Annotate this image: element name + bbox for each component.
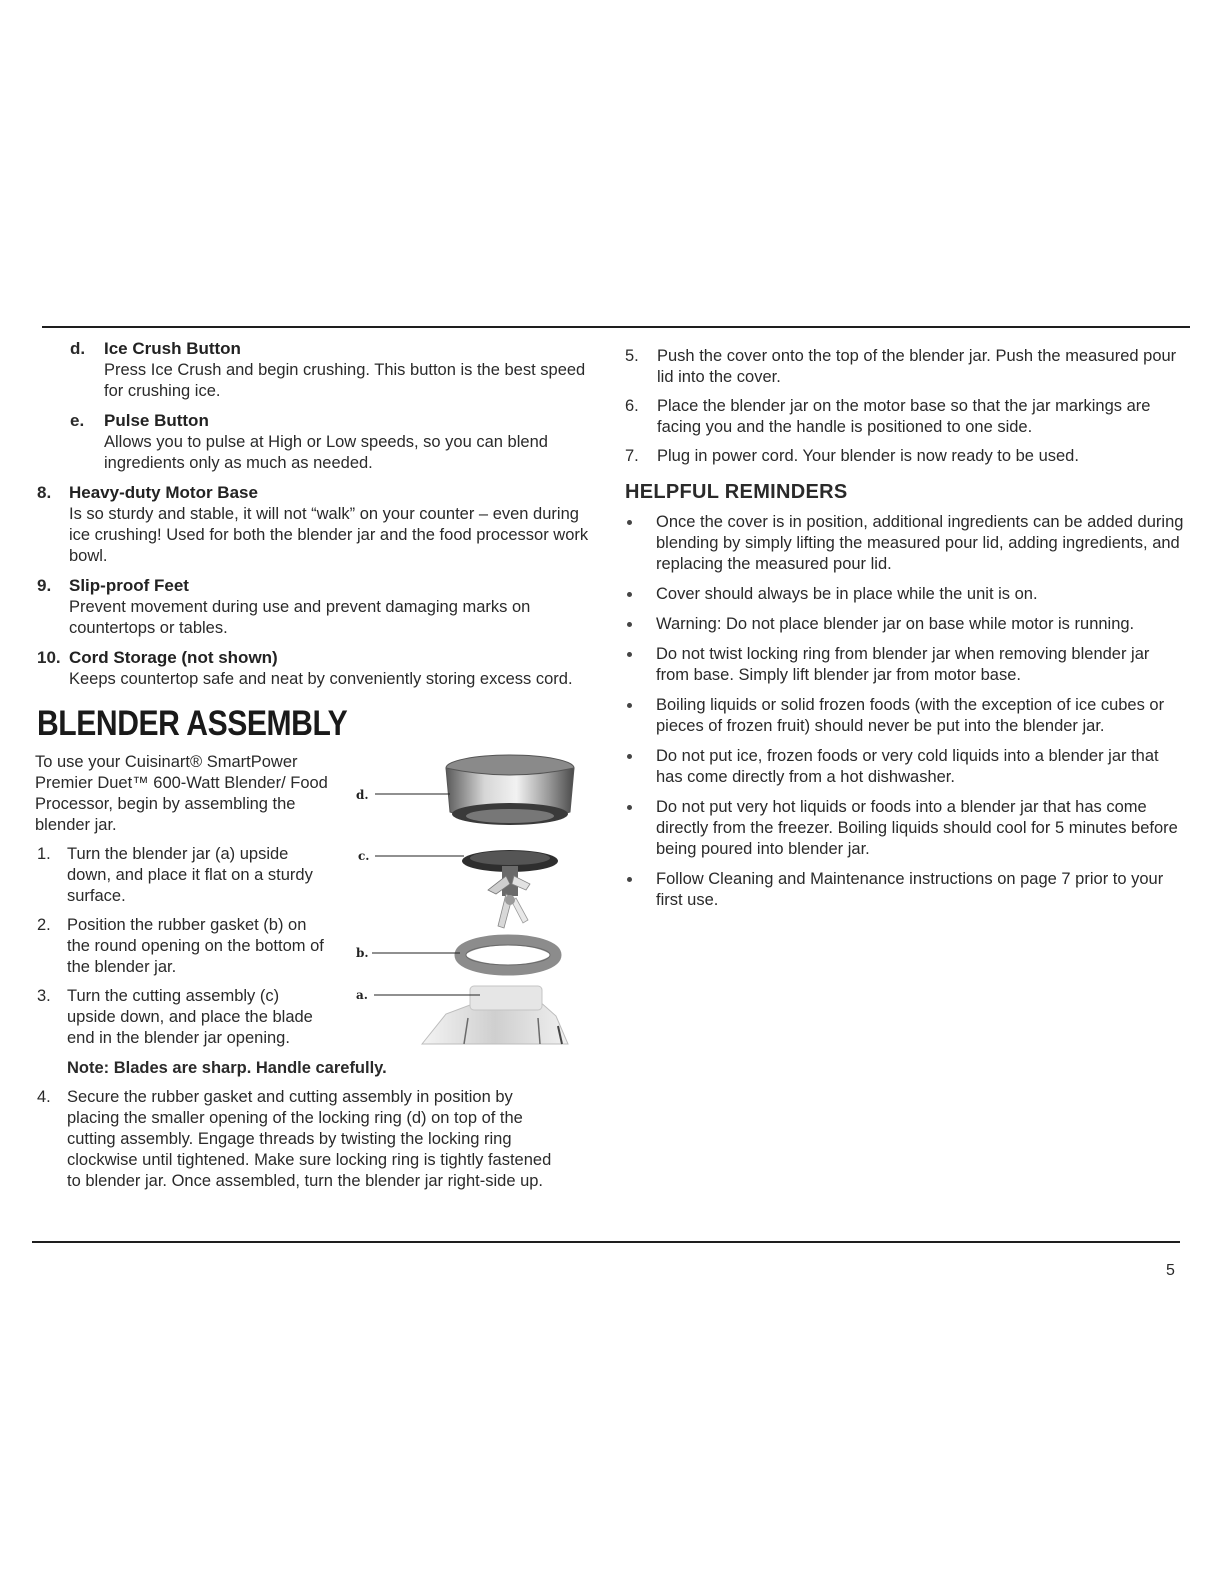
feature-feet: [37, 575, 589, 639]
reminder-item: [625, 869, 1185, 911]
label-a: a.: [356, 988, 368, 1002]
right-column: [625, 346, 1185, 920]
sub-item-text: Allows you to pulse at High or Low speeds, so you can blend ingredients only as much as needed.: [104, 433, 548, 472]
feature-number: 10.: [37, 648, 61, 667]
feature-text: Is so sturdy and stable, it will not “walk” on your counter – even during ice crushing! Used for both the blender jar and the food processor work bowl.: [69, 505, 589, 565]
step-number: 1.: [37, 845, 51, 863]
reminder-text: Once the cover is in position, additional ingredients can be added during blending by simply lifting the measured pour lid, adding ingredients, and replacing the measured pour lid.: [656, 513, 1184, 573]
sub-item-pulse: [70, 410, 589, 474]
label-b: b.: [356, 946, 369, 960]
step-number: 3.: [37, 987, 51, 1005]
feature-motor-base: [37, 482, 589, 567]
rubber-gasket-illustration: [460, 940, 556, 970]
step-number: 2.: [37, 916, 51, 934]
assembly-intro: To use your Cuisinart® SmartPower Premier Duet™ 600-Watt Blender/ Food Processor, begin by assembling the blender jar.: [35, 753, 328, 834]
feature-text: Prevent movement during use and prevent damaging marks on countertops or tables.: [69, 598, 531, 637]
top-rule: [42, 326, 1190, 328]
reminder-item: [625, 695, 1185, 737]
reminders-list: [625, 512, 1185, 911]
step-text: Push the cover onto the top of the blender jar. Push the measured pour lid into the cover.: [657, 347, 1177, 386]
assembly-step: [625, 396, 1185, 438]
step-text: Turn the cutting assembly (c) upside down, and place the blade end in the blender jar opening.: [67, 987, 313, 1047]
sub-item-list: [70, 338, 589, 474]
step-number: 7.: [625, 447, 639, 465]
sub-item-title: Pulse Button: [104, 411, 209, 430]
step-number: 6.: [625, 397, 639, 415]
label-c: c.: [358, 849, 370, 863]
page-number: 5: [1166, 1262, 1175, 1279]
sub-item-letter: e.: [70, 411, 85, 430]
reminder-item: [625, 512, 1185, 575]
bullet-icon: [627, 703, 632, 708]
sub-item-title: Ice Crush Button: [104, 339, 241, 358]
reminder-item: [625, 644, 1185, 686]
feature-cord-storage: [37, 647, 589, 690]
locking-ring-illustration: [446, 755, 574, 825]
reminder-item: [625, 746, 1185, 788]
feature-text: Keeps countertop safe and neat by conveniently storing excess cord.: [69, 670, 573, 688]
label-d: d.: [356, 788, 369, 802]
bullet-icon: [627, 754, 632, 759]
reminder-text: Do not twist locking ring from blender jar when removing blender jar from base. Simply lift blender jar from motor base.: [656, 645, 1150, 684]
assembly-step: [625, 446, 1185, 467]
assembly-step: [37, 844, 327, 907]
assembly-step-4: [37, 1087, 567, 1192]
feature-number: 8.: [37, 483, 52, 502]
assembly-step: [37, 915, 327, 978]
reminder-text: Do not put very hot liquids or foods into a blender jar that has come directly from the freezer. Boiling liquids should cool for 5 minutes before being poured into blender jar.: [656, 798, 1178, 858]
reminder-text: Boiling liquids or solid frozen foods (with the exception of ice cubes or pieces of frozen fruit) should never be put into the blender jar.: [656, 696, 1165, 735]
bullet-icon: [627, 877, 632, 882]
helpful-reminders-heading: HELPFUL REMINDERS: [625, 481, 848, 503]
blender-assembly-diagram: [350, 748, 590, 1046]
feature-title: Cord Storage (not shown): [69, 648, 278, 667]
sub-item-ice-crush: [70, 338, 589, 402]
step-number: 4.: [37, 1088, 51, 1106]
step-text: Turn the blender jar (a) upside down, and place it flat on a sturdy surface.: [67, 845, 313, 905]
reminder-text: Follow Cleaning and Maintenance instructions on page 7 prior to your first use.: [656, 870, 1164, 909]
step-number: 5.: [625, 347, 639, 365]
reminder-text: Warning: Do not place blender jar on base while motor is running.: [656, 615, 1135, 633]
sub-item-text: Press Ice Crush and begin crushing. This button is the best speed for crushing ice.: [104, 361, 586, 400]
assembly-step: [37, 986, 327, 1049]
assembly-steps-continued: [625, 346, 1185, 467]
feature-title: Heavy-duty Motor Base: [69, 483, 258, 502]
feature-title: Slip-proof Feet: [69, 576, 189, 595]
assembly-steps: [37, 844, 327, 1049]
assembly-step: [625, 346, 1185, 388]
blender-assembly-heading: BLENDER ASSEMBLY: [37, 704, 348, 743]
feature-number: 9.: [37, 576, 52, 595]
safety-note: Note: Blades are sharp. Handle carefully.: [67, 1059, 387, 1077]
sub-item-letter: d.: [70, 339, 86, 358]
reminder-item: [625, 584, 1185, 605]
reminder-text: Cover should always be in place while the unit is on.: [656, 585, 1038, 603]
bullet-icon: [627, 652, 632, 657]
bottom-rule: [32, 1241, 1180, 1243]
bullet-icon: [627, 805, 632, 810]
cutting-assembly-illustration: [462, 850, 558, 928]
step-text: Secure the rubber gasket and cutting assembly in position by placing the smaller opening of the locking ring (d) on top of the cutting assembly. Engage threads by twisting the locking ring clockwise until tightened. Make sure locking ring is tightly fastened to blender jar. Once assembled, turn the blender jar right-side up.: [67, 1088, 552, 1190]
reminder-text: Do not put ice, frozen foods or very cold liquids into a blender jar that has come directly from a hot dishwasher.: [656, 747, 1159, 786]
bullet-icon: [627, 622, 632, 627]
step-text: Place the blender jar on the motor base so that the jar markings are facing you and the handle is positioned to one side.: [657, 397, 1151, 436]
bullet-icon: [627, 592, 632, 597]
bullet-icon: [627, 520, 632, 525]
step-text: Plug in power cord. Your blender is now ready to be used.: [657, 447, 1079, 465]
reminder-item: [625, 614, 1185, 635]
reminder-item: [625, 797, 1185, 860]
step-text: Position the rubber gasket (b) on the round opening on the bottom of the blender jar.: [67, 916, 324, 976]
